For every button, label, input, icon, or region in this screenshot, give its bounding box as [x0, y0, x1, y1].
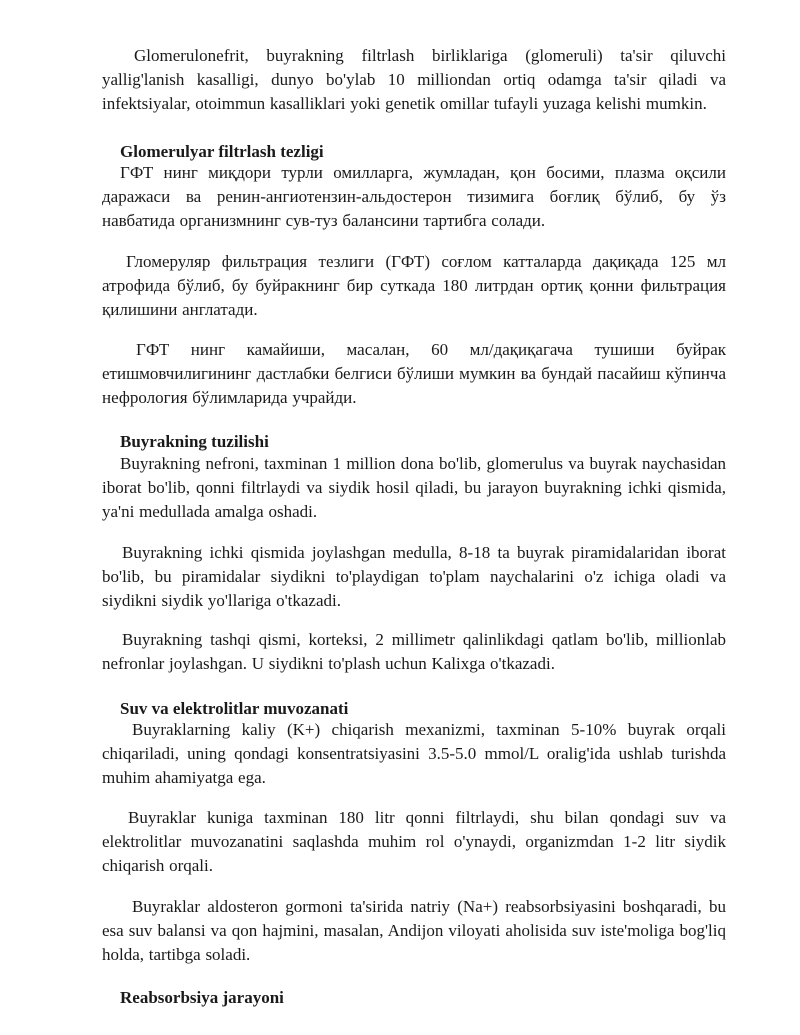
paragraph-structure-2: Buyrakning ichki qismida joylashgan medulla, 8-18 ta buyrak piramidalaridan iborat bo'lib, bu piramidalar siydikni to'playdigan to'plam naychalarini o'z ichiga oladi va siydikni siydik yo'llariga o'tkazadi. — [102, 543, 726, 610]
heading-structure: Buyrakning tuzilishi — [120, 432, 269, 451]
paragraph-balance-1: Buyraklarning kaliy (K+) chiqarish mexanizmi, taxminan 5-10% buyrak orqali chiqariladi, uning qondagi konsentratsiyasini 3.5-5.0 mmol/L oralig'ida ushlab turishda muhim ahamiyatga ega. — [102, 720, 726, 787]
paragraph-balance-2: Buyraklar kuniga taxminan 180 litr qonni filtrlaydi, shu bilan qondagi suv va elektrolitlar muvozanatini saqlashda muhim rol o'ynaydi, organizmdan 1-2 litr siydik chiqarish orqali. — [102, 808, 726, 875]
paragraph-balance-3: Buyraklar aldosteron gormoni ta'sirida natriy (Na+) reabsorbsiyasini boshqaradi, bu esa suv balansi va qon hajmini, masalan, Andijon viloyati aholisida suv iste'moliga bog'liq holda, tartibga soladi. — [102, 897, 726, 964]
paragraph-structure-1: Buyrakning nefroni, taxminan 1 million dona bo'lib, glomerulus va buyrak naychasidan iborat bo'lib, qonni filtrlaydi va siydik hosil qiladi, bu jarayon buyrakning ichki qismida, ya'ni medullada amalga oshadi. — [102, 454, 726, 521]
heading-reabsorption: Reabsorbsiya jarayoni — [120, 988, 284, 1007]
paragraph-gfr-3: ГФТ нинг камайиши, масалан, 60 мл/дақиқагача тушиши буйрак етишмовчилигининг дастлабки белгиси бўлиши мумкин ва бундай пасайиш кўпинча нефрология бўлимларида учрайди. — [102, 340, 726, 407]
paragraph-gfr-1: ГФТ нинг миқдори турли омилларга, жумладан, қон босими, плазма оқсили даражаси ва ренин-ангиотензин-альдостерон тизимига боғлиқ бўлиб, бу ўз навбатида организмнинг сув-туз балансини тартибга солади. — [102, 163, 726, 230]
heading-balance: Suv va elektrolitlar muvozanati — [120, 699, 349, 718]
heading-gfr: Glomerulyar filtrlash tezligi — [120, 142, 324, 161]
paragraph-intro: Glomerulonefrit, buyrakning filtrlash birliklariga (glomeruli) ta'sir qiluvchi yallig'lanish kasalligi, dunyo bo'ylab 10 milliondan ortiq odamga ta'sir qiladi va infektsiyalar, otoimmun kasalliklari yoki genetik omillar tufayli yuzaga kelishi mumkin. — [102, 46, 726, 113]
paragraph-structure-3: Buyrakning tashqi qismi, korteksi, 2 millimetr qalinlikdagi qatlam bo'lib, millionlab nefronlar joylashgan. U siydikni to'plash uchun Kalixga o'tkazadi. — [102, 630, 726, 673]
paragraph-gfr-2: Гломеруляр фильтрация тезлиги (ГФТ) соғлом катталарда дақиқада 125 мл атрофида бўлиб, бу буйракнинг бир суткада 180 литрдан ортиқ қонни фильтрация қилишини англатади. — [102, 252, 726, 319]
